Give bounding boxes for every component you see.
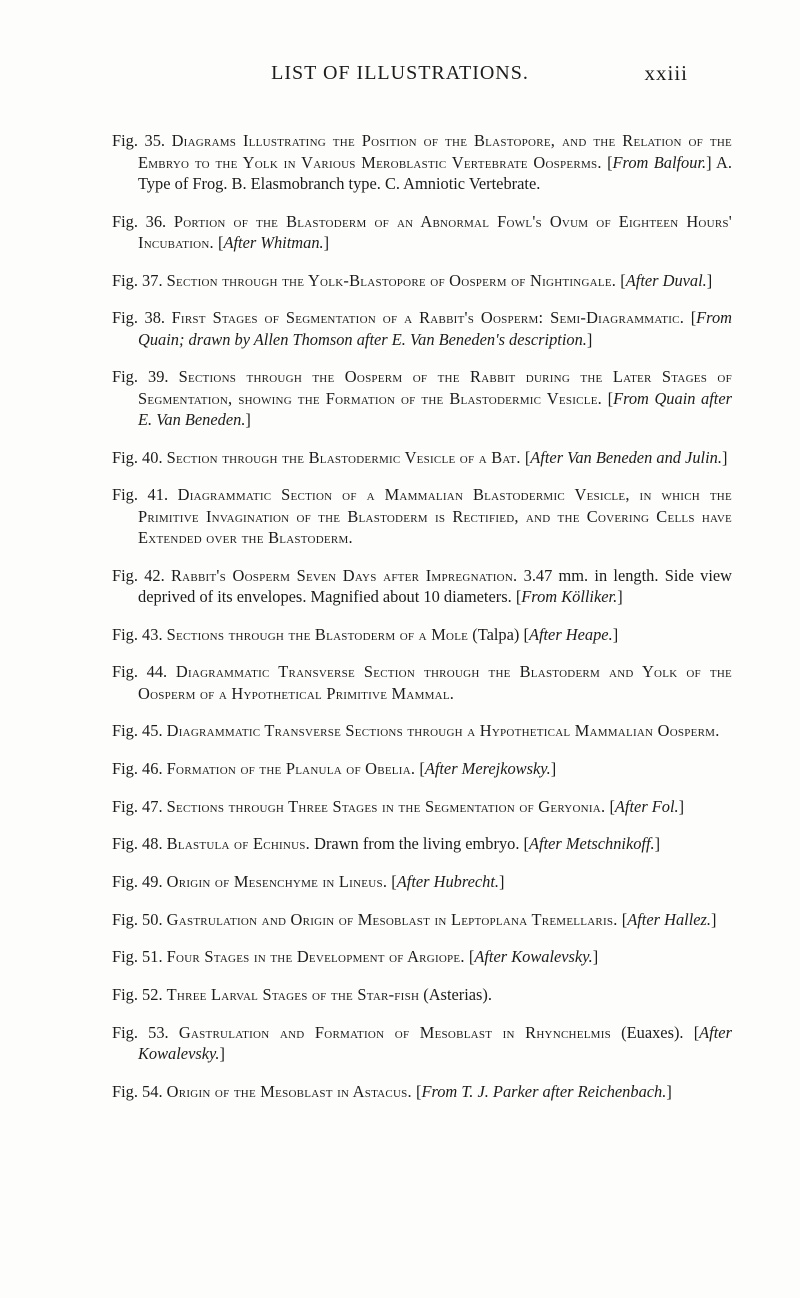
- figure-source: [After Van Beneden and Julin.]: [524, 447, 728, 467]
- figure-detail: A. Type of Frog. B. Elasmobranch type. C. Amniotic Vertebrate.: [138, 152, 732, 193]
- figure-source: [After Heape.]: [523, 624, 619, 644]
- figure-label: Fig. 53.: [112, 1022, 169, 1042]
- figure-label: Fig. 39.: [112, 367, 169, 387]
- list-item: [112, 871, 732, 892]
- list-item: [112, 796, 732, 817]
- list-item: [112, 833, 732, 854]
- figure-title: Formation of the Planula of Obelia.: [166, 758, 416, 778]
- figure-title: Origin of Mesenchyme in Lineus.: [166, 871, 388, 891]
- figure-label: Fig. 50.: [112, 909, 163, 929]
- list-item: [112, 307, 732, 350]
- illustration-list: [112, 114, 732, 1110]
- list-item: [112, 758, 732, 779]
- figure-title: Three Larval Stages of the Star-fish: [166, 985, 420, 1005]
- figure-label: Fig. 37.: [112, 270, 163, 290]
- list-item: [112, 720, 732, 741]
- figure-detail: Drawn from the living embryo.: [314, 834, 520, 854]
- figure-title: Section through the Yolk-Blastopore of Oosperm of Nightingale.: [166, 270, 617, 290]
- figure-label: Fig. 52.: [112, 985, 163, 1005]
- list-item: [112, 130, 732, 194]
- figure-label: Fig. 48.: [112, 834, 163, 854]
- figure-title: Gastrulation and Formation of Mesoblast in Rhynchelmis: [178, 1022, 611, 1042]
- figure-source: [After Fol.]: [609, 796, 685, 816]
- figure-title: Diagrammatic Transverse Section through the Blastoderm and Yolk of the Oosperm of a Hypothetical Primitive Mammal.: [138, 662, 732, 703]
- figure-source: [After Duval.]: [620, 270, 713, 290]
- figure-source: [From Kölliker.]: [515, 586, 623, 606]
- figure-label: Fig. 35.: [112, 131, 166, 151]
- list-item: [112, 624, 732, 645]
- list-item: [112, 946, 732, 967]
- figure-title: Sections through the Blastoderm of a Mole: [166, 624, 469, 644]
- figure-title: Portion of the Blastoderm of an Abnormal Fowl's Ovum of Eighteen Hours' Incubation.: [138, 211, 732, 252]
- figure-source: [After Kowalevsky.]: [468, 947, 599, 967]
- figure-label: Fig. 41.: [112, 485, 169, 505]
- list-item: [112, 984, 732, 1005]
- figure-source: [After Kowalevsky.]: [138, 1022, 732, 1064]
- figure-title: Sections through the Oosperm of the Rabbit during the Later Stages of Segmentation, showing the Formation of the Blastodermic Vesicle.: [138, 367, 732, 408]
- figure-detail: (Euaxes).: [621, 1022, 684, 1042]
- figure-title: Four Stages in the Development of Argiope.: [166, 947, 465, 967]
- figure-source: [After Whitman.]: [217, 232, 330, 252]
- figure-label: Fig. 42.: [112, 565, 165, 585]
- figure-label: Fig. 44.: [112, 662, 168, 682]
- figure-detail: 3.47 mm. in length. Side view deprived of its envelopes. Magnified about 10 diameters.: [138, 565, 732, 606]
- figure-label: Fig. 54.: [112, 1081, 163, 1101]
- figure-source: [From Balfour.]: [607, 152, 712, 172]
- figure-title: Sections through Three Stages in the Segmentation of Geryonia.: [166, 796, 606, 816]
- figure-label: Fig. 45.: [112, 721, 163, 741]
- list-item: [112, 661, 732, 704]
- figure-title: First Stages of Segmentation of a Rabbit's Oosperm: Semi-Diagrammatic.: [171, 308, 685, 328]
- figure-detail: (Asterias).: [423, 985, 492, 1005]
- list-item: [112, 565, 732, 608]
- figure-title: Diagrams Illustrating the Position of the Blastopore, and the Relation of the Embryo to the Yolk in Various Meroblastic Vertebrate Oosperms.: [138, 131, 732, 172]
- running-header: [0, 58, 800, 88]
- figure-source: [From Quain; drawn by Allen Thomson after E. Van Beneden's description.]: [138, 308, 732, 349]
- figure-source: [After Merejkowsky.]: [419, 758, 557, 778]
- figure-label: Fig. 43.: [112, 624, 163, 644]
- figure-source: [After Hallez.]: [621, 909, 717, 929]
- list-item: [112, 366, 732, 430]
- list-item: [112, 1081, 732, 1102]
- figure-source: [After Hubrecht.]: [391, 871, 505, 891]
- figure-title: Rabbit's Oosperm Seven Days after Impregnation.: [170, 565, 518, 585]
- figure-title: Diagrammatic Transverse Sections through a Hypothetical Mammalian Oosperm.: [166, 721, 720, 741]
- figure-source: [From T. J. Parker after Reichenbach.]: [415, 1081, 672, 1101]
- figure-label: Fig. 46.: [112, 758, 163, 778]
- list-item: [112, 1022, 732, 1065]
- figure-label: Fig. 47.: [112, 796, 163, 816]
- figure-source: [After Metschnikoff.]: [523, 834, 661, 854]
- page-number: xxiii: [644, 61, 688, 85]
- page-title: LIST OF ILLUSTRATIONS.: [271, 62, 529, 84]
- figure-label: Fig. 36.: [112, 211, 167, 231]
- figure-label: Fig. 40.: [112, 447, 163, 467]
- list-item: [112, 270, 732, 291]
- figure-label: Fig. 49.: [112, 871, 163, 891]
- figure-label: Fig. 38.: [112, 308, 165, 328]
- figure-title: Gastrulation and Origin of Mesoblast in Leptoplana Tremellaris.: [166, 909, 618, 929]
- figure-title: Diagrammatic Section of a Mammalian Blastodermic Vesicle, in which the Primitive Invagination of the Blastoderm is Rectified, and the Covering Cells have Extended over the Blastoderm.: [138, 485, 732, 547]
- list-item: [112, 484, 732, 548]
- list-item: [112, 211, 732, 254]
- figure-label: Fig. 51.: [112, 947, 163, 967]
- list-item: [112, 447, 732, 468]
- list-item: [112, 909, 732, 930]
- figure-title: Section through the Blastodermic Vesicle of a Bat.: [166, 447, 521, 467]
- figure-title: Origin of the Mesoblast in Astacus.: [166, 1081, 412, 1101]
- figure-title: Blastula of Echinus.: [166, 834, 311, 854]
- figure-detail: (Talpa): [472, 624, 520, 644]
- figure-source: [From Quain after E. Van Beneden.]: [138, 388, 732, 429]
